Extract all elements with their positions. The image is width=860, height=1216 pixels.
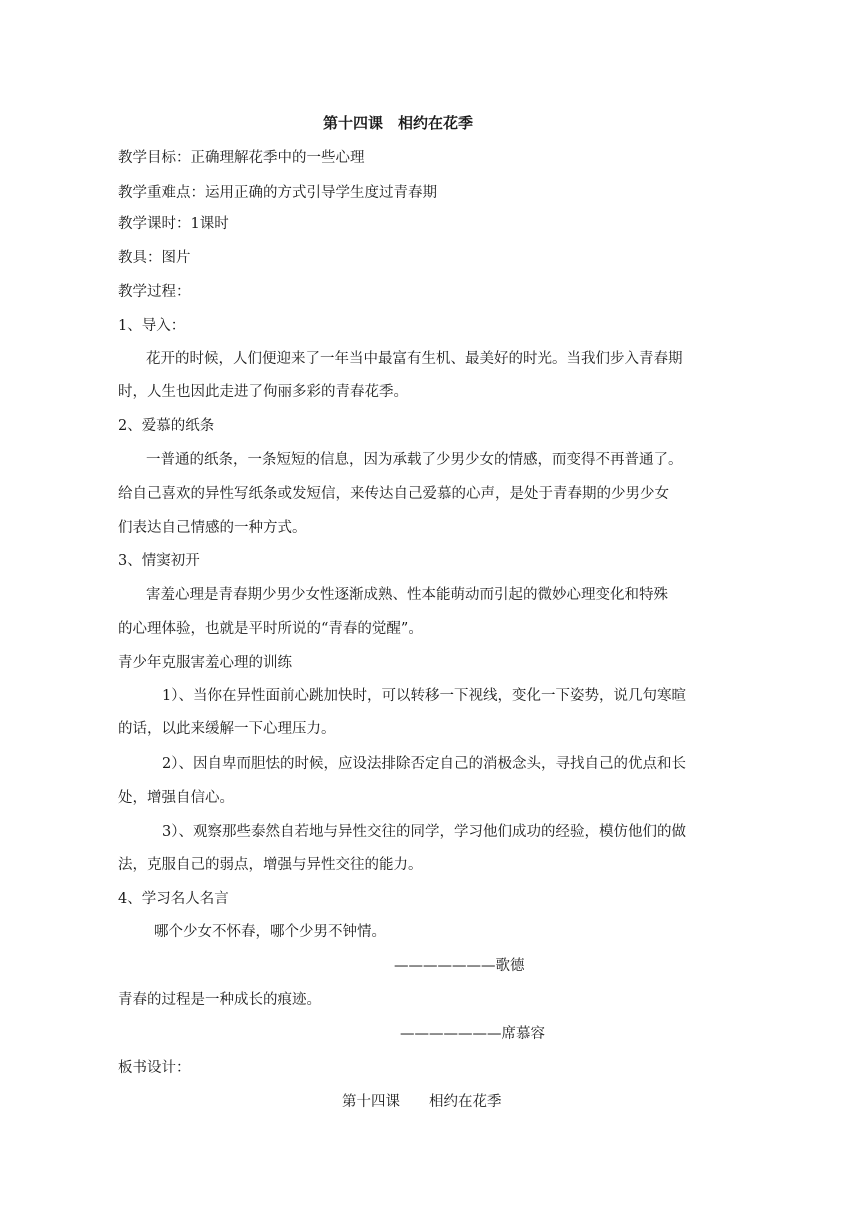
training-item-2-line: 2）、因自卑而胆怯的时候，应设法排除否定自己的消极念头，寻找自己的优点和长 — [162, 756, 686, 772]
section-3-paragraph-line: 的心理体验，也就是平时所说的“青春的觉醒”。 — [118, 621, 423, 637]
section-1-paragraph-line: 时，人生也因此走进了佝丽多彩的青春花季。 — [118, 384, 408, 400]
section-1-paragraph-line: 花开的时候，人们便迎来了一年当中最富有生机、最美好的时光。当我们步入青春期 — [146, 351, 683, 367]
quote-1: 哪个少女不怀春，哪个少男不钟情。 — [154, 924, 386, 940]
training-item-3-line: 法，克服自己的弱点，增强与异性交往的能力。 — [118, 857, 423, 873]
training-item-2-line: 处，增强自信心。 — [118, 790, 234, 806]
training-item-1-line: 1）、当你在异性面前心跳加快时，可以转移一下视线，变化一下姿势，说几句寒暄 — [162, 688, 686, 704]
section-2-paragraph-line: 给自己喜欢的异性写纸条或发短信，来传达自己爱慕的心声，是处于青春期的少男少女 — [118, 486, 669, 502]
teaching-tools: 教具：图片 — [118, 250, 191, 266]
section-3-heading: 3、情窦初开 — [118, 553, 200, 569]
section-3-paragraph-line: 害羞心理是青春期少男少女性逐渐成熟、性本能萌动而引起的微妙心理变化和特殊 — [146, 587, 668, 603]
lesson-title: 第十四课 相约在花季 — [323, 114, 474, 132]
section-1-heading: 1、导入： — [118, 318, 186, 334]
training-item-1-line: 的话，以此来缓解一下心理压力。 — [118, 721, 336, 737]
teaching-key-points: 教学重难点：运用正确的方式引导学生度过青春期 — [118, 185, 437, 201]
section-4-heading: 4、学习名人名言 — [118, 891, 229, 907]
teaching-process-heading: 教学过程： — [118, 284, 191, 300]
section-2-heading: 2、爱慕的纸条 — [118, 418, 215, 434]
teaching-hours: 教学课时：1课时 — [118, 216, 229, 232]
teaching-goal: 教学目标：正确理解花季中的一些心理 — [118, 150, 365, 166]
quote-1-author: ———————歌德 — [394, 958, 525, 974]
board-design-title: 第十四课 相约在花季 — [342, 1094, 502, 1110]
training-heading: 青少年克服害羞心理的训练 — [118, 655, 292, 671]
training-item-3-line: 3）、观察那些泰然自若地与异性交往的同学，学习他们成功的经验，模仿他们的做 — [162, 824, 686, 840]
section-2-paragraph-line: 们表达自己情感的一种方式。 — [118, 520, 307, 536]
board-design-heading: 板书设计： — [118, 1060, 191, 1076]
quote-2-author: ———————席慕容 — [400, 1026, 545, 1042]
quote-2: 青春的过程是一种成长的痕迹。 — [118, 992, 321, 1008]
section-2-paragraph-line: 一普通的纸条，一条短短的信息，因为承载了少男少女的情感，而变得不再普通了。 — [146, 452, 683, 468]
